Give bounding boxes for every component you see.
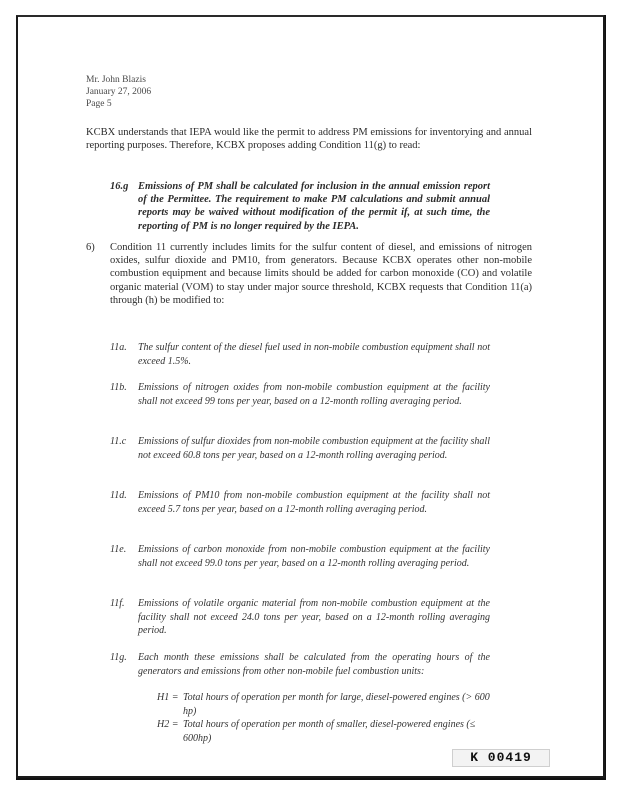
condition-label: 11.c xyxy=(110,436,127,447)
condition-text: Emissions of carbon monoxide from non-mobile combustion equipment at the facility shall not exceed 99.0 tons per year, based on a 12-month rolling averaging period. xyxy=(138,544,490,569)
condition-text: Emissions of sulfur dioxides from non-mobile combustion equipment at the facility shall not exceed 60.8 tons per year, based on a 12-month rolling averaging period. xyxy=(138,436,490,461)
condition-label: 11d. xyxy=(110,490,127,501)
item-6-paragraph: Condition 11 currently includes limits for the sulfur content of diesel, and emissions of nitrogen oxides, sulfur dioxide and PM10, from generators. Because KCBX operates other non-mobile combustion equipment and because limits should be added for carbon monoxide (CO) and volatile organic material (VOM) to stay under major source threshold, KCBX requests that Condition 11(a) through (h) be modified to: xyxy=(110,242,532,306)
condition-text: Each month these emissions shall be calculated from the operating hours of the generators and emissions from other non-mobile fuel combustion units: xyxy=(138,652,490,677)
page-number: Page 5 xyxy=(86,99,112,109)
condition-label: 11e. xyxy=(110,544,127,555)
condition-label: 11g. xyxy=(110,652,127,663)
hours-label: H1 = xyxy=(157,692,179,703)
condition-text: The sulfur content of the diesel fuel used in non-mobile combustion equipment shall not exceed 1.5%. xyxy=(138,342,490,367)
hours-label: H2 = xyxy=(157,719,179,730)
condition-16g-text: Emissions of PM shall be calculated for inclusion in the annual emission report of the Permittee. The requirement to make PM calculations and submit annual reports may be waived without modification of the permit if, at such time, the reporting of PM is no longer required by the IEPA. xyxy=(138,181,490,232)
condition-text: Emissions of nitrogen oxides from non-mobile combustion equipment at the facility shall not exceed 99 tons per year, based on a 12-month rolling averaging period. xyxy=(138,382,490,407)
letter-date: January 27, 2006 xyxy=(86,87,152,97)
hours-text: Total hours of operation per month of smaller, diesel-powered engines (≤ 600hp) xyxy=(183,719,476,744)
condition-16g-label: 16.g xyxy=(110,181,129,192)
letter-header xyxy=(86,74,151,110)
intro-paragraph: KCBX understands that IEPA would like the permit to address PM emissions for inventorying and annual reporting purposes. Therefore, KCBX proposes adding Condition 11(g) to read: xyxy=(86,127,532,152)
hours-text: Total hours of operation per month for large, diesel-powered engines (> 600 hp) xyxy=(183,692,490,717)
condition-label: 11b. xyxy=(110,382,127,393)
condition-label: 11a. xyxy=(110,342,127,353)
condition-text: Emissions of PM10 from non-mobile combustion equipment at the facility shall not exceed 5.7 tons per year, based on a 12-month rolling averaging period. xyxy=(138,490,490,515)
condition-text: Emissions of volatile organic material from non-mobile combustion equipment at the facility shall not exceed 24.0 tons per year, based on a 12-month rolling averaging period. xyxy=(138,598,490,636)
addressee: Mr. John Blazis xyxy=(86,75,146,85)
item-6-number: 6) xyxy=(86,242,95,253)
condition-label: 11f. xyxy=(110,598,125,609)
bates-stamp: K 00419 xyxy=(452,749,550,767)
